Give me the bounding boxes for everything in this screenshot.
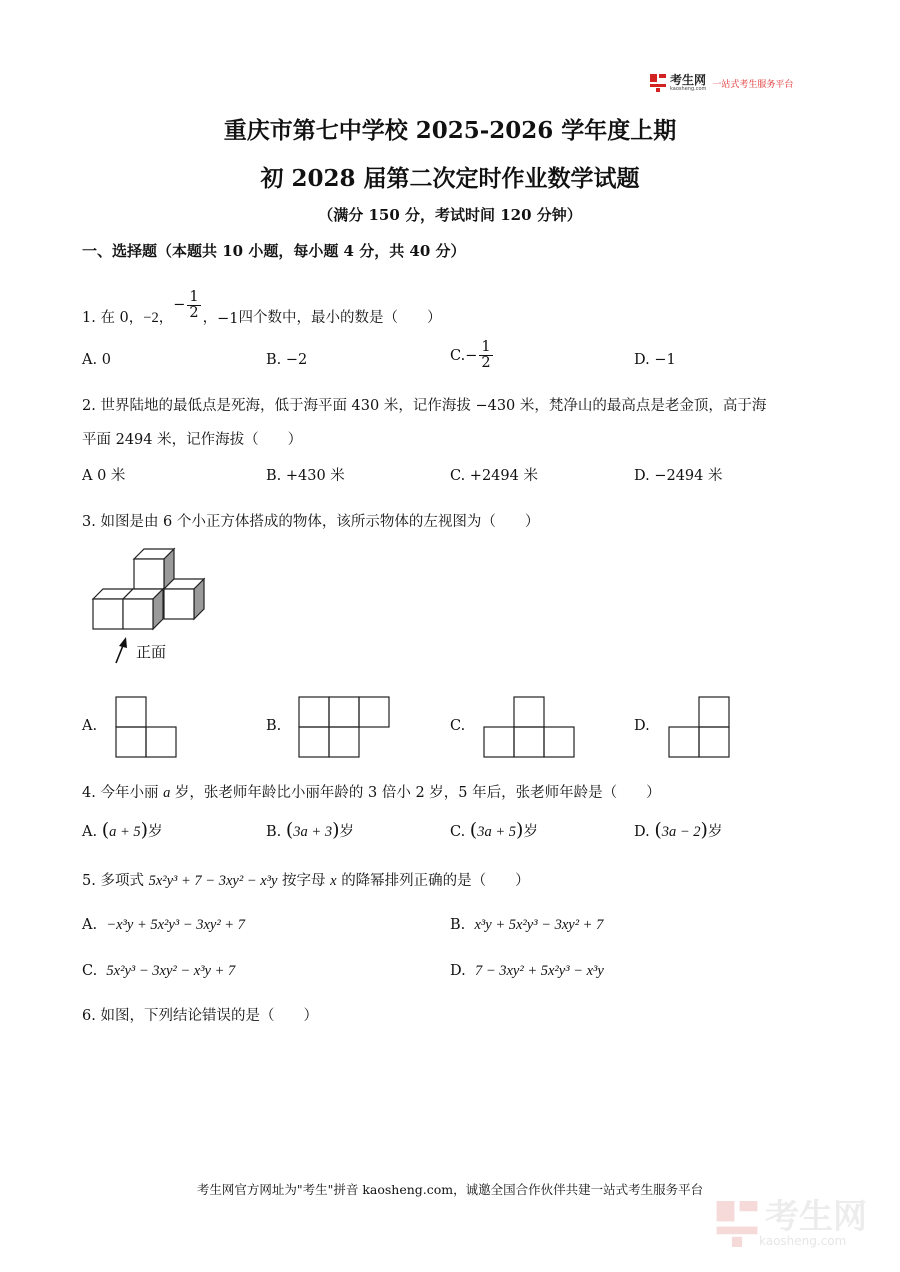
watermark xyxy=(715,1197,867,1248)
q1-fraction-numerator: 1 xyxy=(189,288,199,305)
q4-option-d-label: D. xyxy=(634,824,655,840)
q5-option-a-label: A. xyxy=(82,917,98,933)
q4-option-b-expr: 3a + 3 xyxy=(293,824,333,840)
q2-line-1: 2. 世界陆地的最低点是死海，低于海平面 430 米，记作海拔 −430 米，梵净山的最高点是老金顶，高于海 xyxy=(82,398,767,414)
q5-text-before: 5. 多项式 xyxy=(82,873,144,889)
q3-cube-figure xyxy=(88,545,218,670)
q2-option-b[interactable]: B. +430 米 xyxy=(266,468,345,484)
q3-option-d[interactable]: D. xyxy=(634,718,650,734)
front-arrow-icon xyxy=(116,637,127,663)
q4-option-d[interactable]: D. (3a − 2)岁 xyxy=(634,819,723,841)
q5-option-d[interactable] xyxy=(450,963,604,980)
q4-option-a-expr: a + 5 xyxy=(109,824,141,840)
q5-option-b-label: B. xyxy=(450,917,466,933)
q6-text: 6. 如图，下列结论错误的是（ ） xyxy=(82,1008,318,1024)
q5-option-c[interactable] xyxy=(82,963,235,980)
q5-polynomial: 5x²y³ + 7 − 3xy² − x³y xyxy=(148,873,278,889)
header-logo xyxy=(650,70,820,96)
q2-option-a[interactable]: A 0 米 xyxy=(82,468,126,484)
question-4 xyxy=(82,781,661,802)
q5-option-b-expr: x³y + 5x²y³ − 3xy² + 7 xyxy=(474,917,604,933)
cube-front-face xyxy=(123,599,153,629)
q3-option-d-figure[interactable] xyxy=(667,695,731,759)
q3-option-c-figure[interactable] xyxy=(482,695,576,759)
q1-option-d[interactable]: D. −1 xyxy=(634,352,676,368)
q4-option-a-label: A. xyxy=(82,824,102,840)
q1-fraction-denominator: 2 xyxy=(189,304,199,321)
q1-option-c-label: C. xyxy=(450,347,466,364)
watermark-domain: kaosheng.com xyxy=(759,1234,847,1248)
q5-option-b[interactable] xyxy=(450,917,603,934)
q5-text-after: 的降幂排列正确的是（ ） xyxy=(341,873,530,889)
q1-option-b[interactable]: B. −2 xyxy=(266,352,308,368)
q4-text-before: 4. 今年小丽 xyxy=(82,785,159,801)
question-5 xyxy=(82,869,530,890)
q4-text-after: 岁，张老师年龄比小丽年龄的 3 倍小 2 岁，5 年后，张老师年龄是（ ） xyxy=(174,785,661,801)
q1-fraction xyxy=(173,290,202,321)
q5-option-c-label: C. xyxy=(82,963,98,979)
watermark-logo-icon xyxy=(715,1201,759,1247)
q1-option-c-denominator: 2 xyxy=(481,355,491,372)
q5-option-c-expr: 5x²y³ − 3xy² − x³y + 7 xyxy=(106,963,236,979)
q5-variable: x xyxy=(330,873,337,889)
q2-option-c[interactable]: C. +2494 米 xyxy=(450,468,538,484)
q1-prefix: 1. 在 0， xyxy=(82,310,144,326)
q4-option-d-expr: 3a − 2 xyxy=(661,824,701,840)
q4-option-a[interactable]: A. (a + 5)岁 xyxy=(82,819,163,841)
q3-figure-label: 正面 xyxy=(136,643,167,661)
q1-number-a: −2 xyxy=(143,310,159,326)
q4-option-b[interactable]: B. (3a + 3)岁 xyxy=(266,819,355,841)
section-heading: 一、选择题（本题共 10 小题，每小题 4 分，共 40 分） xyxy=(82,242,466,260)
q5-text-mid: 按字母 xyxy=(282,873,326,889)
brand-slogan: 一站式考生服务平台 xyxy=(712,79,794,90)
q4-option-d-unit: 岁 xyxy=(707,824,723,840)
q3-option-a[interactable]: A. xyxy=(82,718,98,734)
question-1: 1. 在 0， −2 ， − $\frac{1}{2}$ ， −1 四个数中，最小的数是（ ） xyxy=(82,288,442,327)
q3-option-c[interactable]: C. xyxy=(450,718,466,734)
q5-option-d-label: D. xyxy=(450,963,466,979)
brand-name: 考生网 xyxy=(670,73,707,87)
exam-info: （满分 150 分，考试时间 120 分钟） xyxy=(318,206,582,224)
q4-option-c-label: C. xyxy=(450,824,470,840)
q3-option-b-figure[interactable] xyxy=(297,695,391,759)
q2-line-2: 平面 2494 米，记作海拔（ ） xyxy=(82,432,303,448)
q3-option-b[interactable]: B. xyxy=(266,718,282,734)
cube-front-face xyxy=(134,559,164,589)
q5-option-d-expr: 7 − 3xy² + 5x²y³ − x³y xyxy=(474,963,604,979)
q4-option-c-unit: 岁 xyxy=(523,824,538,840)
brand-logo-icon xyxy=(650,74,666,92)
q1-separator: ， xyxy=(158,310,174,326)
title-line-2: 初 2028 届第二次定时作业数学试题 xyxy=(260,165,640,192)
q2-option-d[interactable]: D. −2494 米 xyxy=(634,468,723,484)
q3-option-a-figure[interactable] xyxy=(114,695,178,759)
watermark-text: 考生网 xyxy=(765,1197,867,1237)
title-line-1: 重庆市第七中学校 2025-2026 学年度上期 xyxy=(223,117,677,144)
q1-option-a[interactable]: A. 0 xyxy=(82,352,111,368)
q4-option-b-label: B. xyxy=(266,824,286,840)
q1-option-c-numerator: 1 xyxy=(481,339,491,355)
brand-domain: kaosheng.com xyxy=(670,86,707,92)
q1-fraction-sign: − xyxy=(173,297,186,314)
q5-option-a-expr: −x³y + 5x²y³ − 3xy² + 7 xyxy=(106,917,245,933)
q4-option-c[interactable]: C. (3a + 5)岁 xyxy=(450,819,538,841)
q1-suffix: 四个数中，最小的数是（ ） xyxy=(238,310,442,326)
q4-variable: a xyxy=(163,785,171,801)
q1-number-b: −1 xyxy=(217,311,239,327)
q1-option-c-sign: − xyxy=(465,347,478,364)
q4-option-a-unit: 岁 xyxy=(148,824,163,840)
q1-option-c[interactable] xyxy=(450,340,495,371)
q4-option-b-unit: 岁 xyxy=(339,824,355,840)
q5-option-a[interactable] xyxy=(82,917,245,934)
footer-text: 考生网官方网址为"考生"拼音 kaosheng.com，诚邀全国合作伙伴共建一站式考生服务平台 xyxy=(196,1182,704,1197)
q4-option-c-expr: 3a + 5 xyxy=(477,824,517,840)
cube-front-face xyxy=(164,589,194,619)
q3-text: 3. 如图是由 6 个小正方体搭成的物体，该所示物体的左视图为（ ） xyxy=(82,514,540,530)
cube-front-face xyxy=(93,599,123,629)
